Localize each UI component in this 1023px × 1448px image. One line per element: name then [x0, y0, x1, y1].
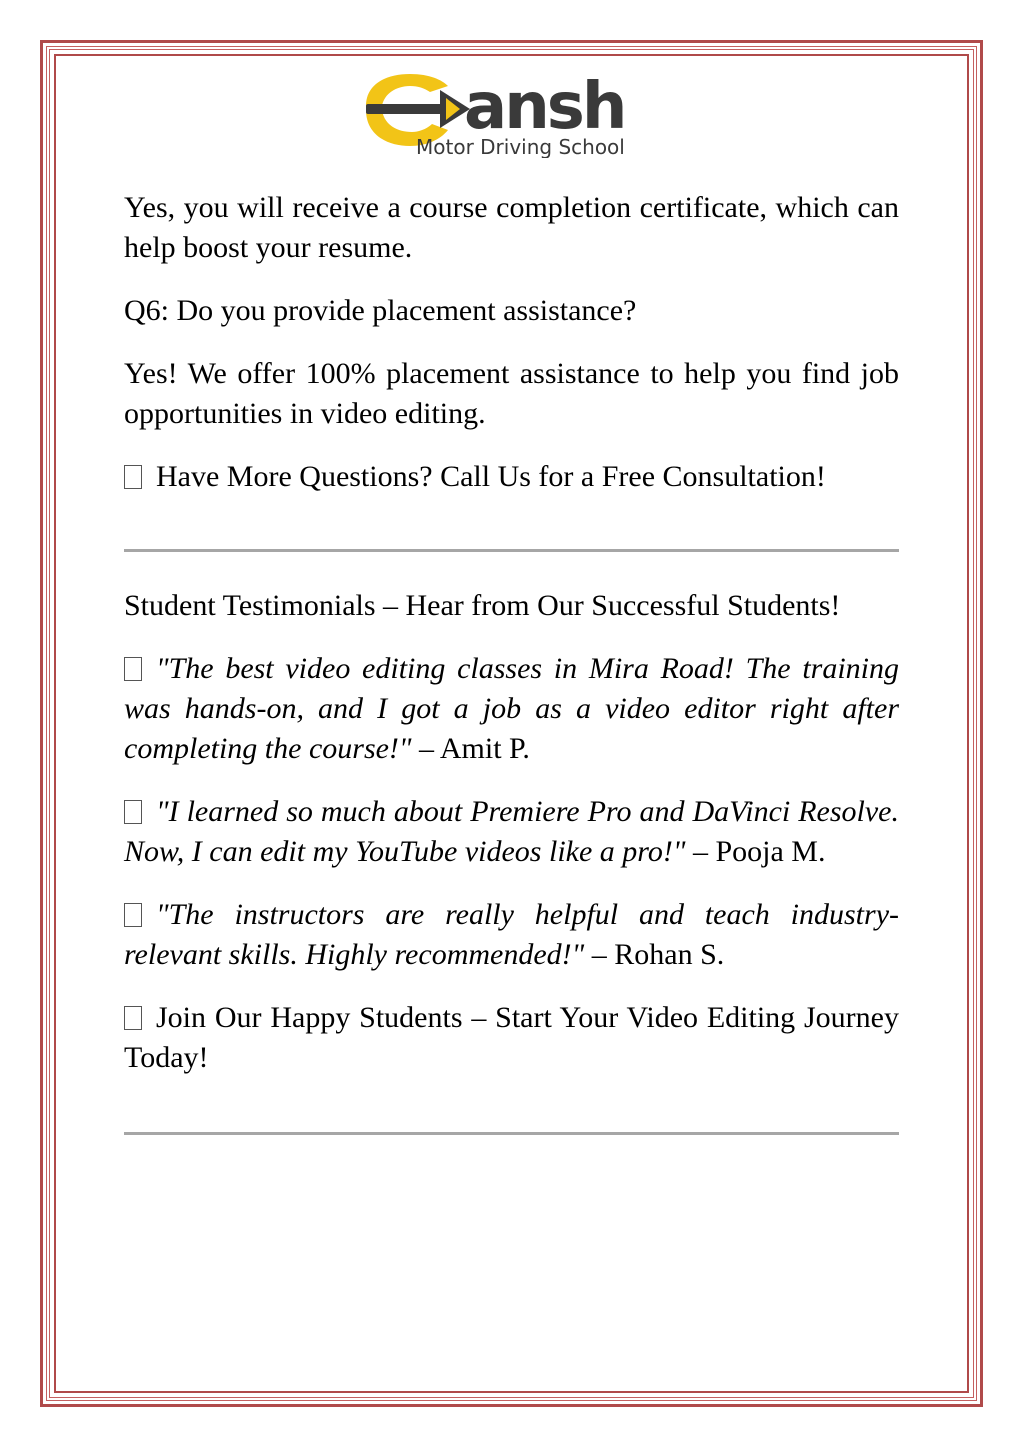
page-content: [124, 188, 899, 1135]
testimonials-heading: Student Testimonials – Hear from Our Successful Students!: [124, 589, 841, 622]
missing-glyph-icon: [124, 465, 142, 489]
faq-answer-6: Yes! We offer 100% placement assistance to help you find job opportunities in video editing.: [124, 357, 899, 430]
testimonial-quote: "The best video editing classes in Mira Road! The training was hands-on, and I got a job as a video editor right after completing the course!": [124, 652, 899, 765]
testimonial-author: – Rohan S.: [584, 938, 725, 971]
missing-glyph-icon: [124, 800, 142, 824]
logo-tagline: Motor Driving School: [416, 135, 625, 158]
ansh-logo: [360, 66, 640, 158]
testimonial-quote: "The instructors are really helpful and teach industry-relevant skills. Highly recommended!": [124, 898, 899, 971]
testimonial-author: – Pooja M.: [685, 835, 826, 868]
faq-question-6: Q6: Do you provide placement assistance?: [124, 294, 637, 327]
logo-brand-text: ansh: [464, 70, 625, 144]
testimonial-item: [124, 792, 899, 872]
missing-glyph-icon: [124, 657, 142, 681]
faq-answer-5: Yes, you will receive a course completion certificate, which can help boost your resume.: [124, 191, 899, 264]
testimonials-closing: [124, 998, 899, 1078]
faq-cta: [124, 457, 899, 497]
section-divider: [124, 1132, 899, 1135]
faq-cta-text: Have More Questions? Call Us for a Free Consultation!: [156, 460, 826, 493]
testimonials-closing-text: Join Our Happy Students – Start Your Video Editing Journey Today!: [124, 1001, 899, 1074]
missing-glyph-icon: [124, 1006, 142, 1030]
testimonial-author: – Amit P.: [411, 732, 530, 765]
section-divider: [124, 549, 899, 552]
testimonial-item: [124, 649, 899, 769]
testimonial-item: [124, 895, 899, 975]
missing-glyph-icon: [124, 903, 142, 927]
testimonial-quote: "I learned so much about Premiere Pro and DaVinci Resolve. Now, I can edit my YouTube videos like a pro!": [124, 795, 899, 868]
